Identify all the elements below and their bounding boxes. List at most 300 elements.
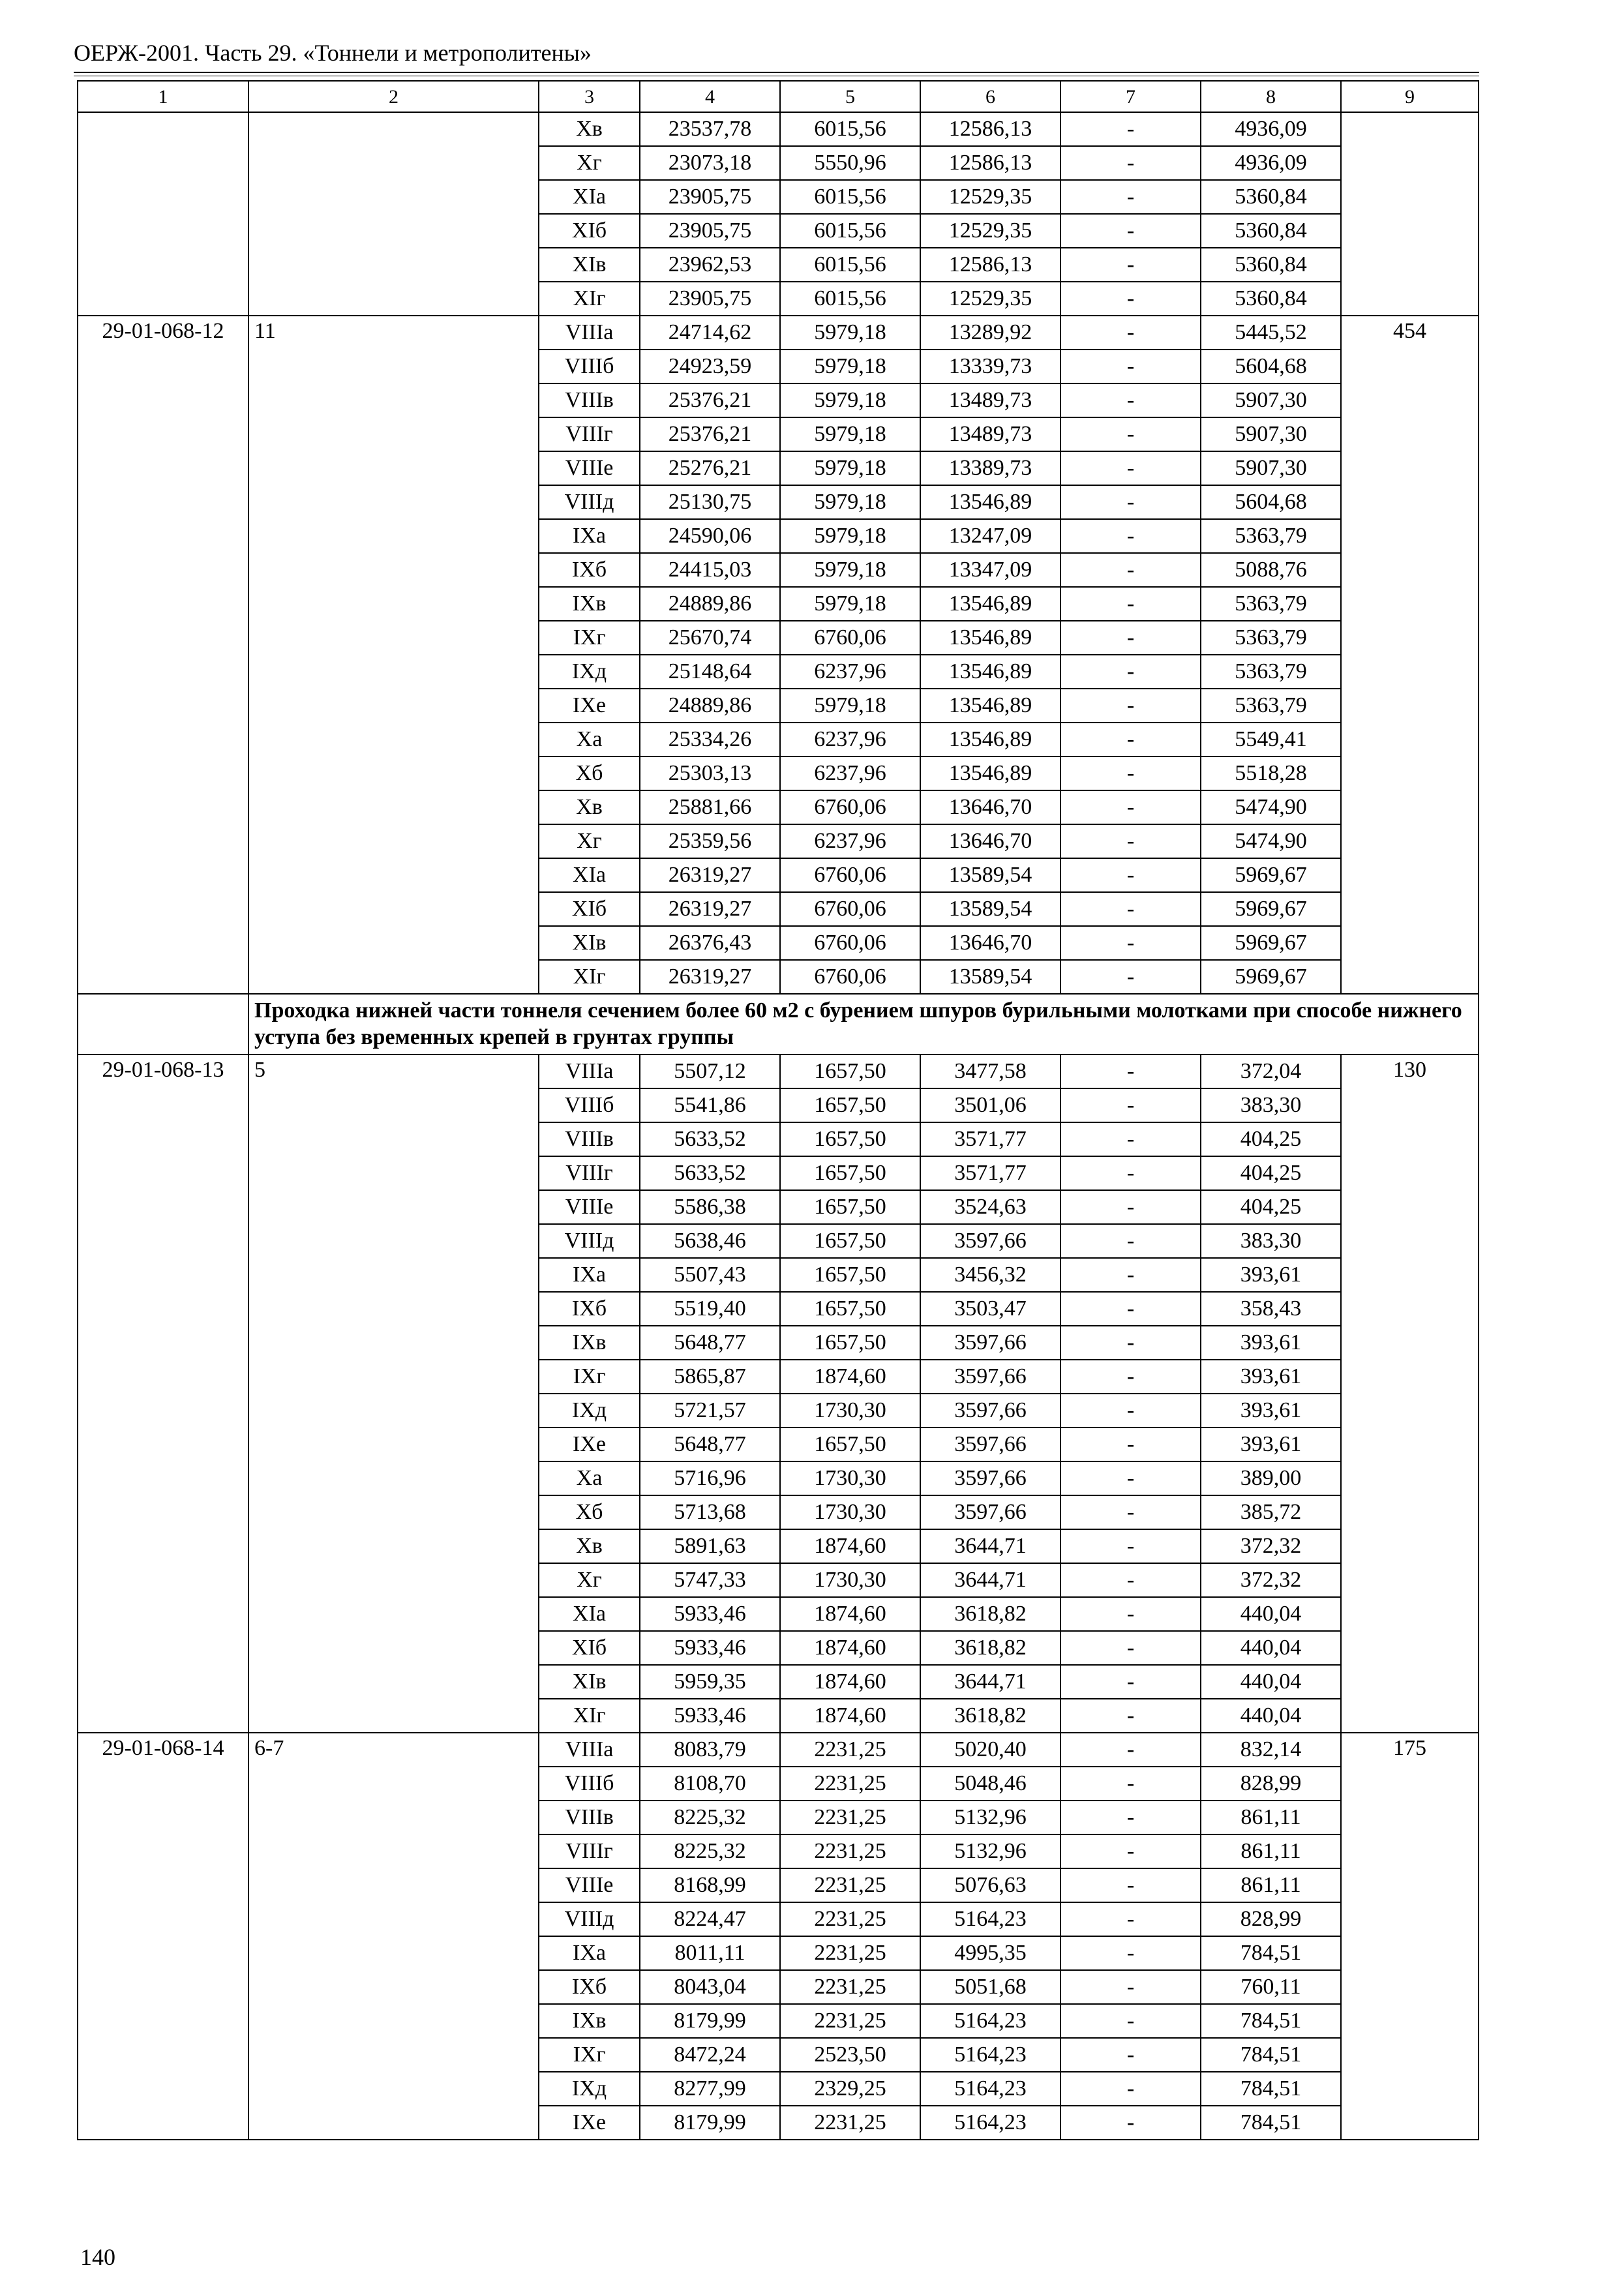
material-cost: 393,61 xyxy=(1201,1394,1341,1428)
labor-cost: 6237,96 xyxy=(780,655,920,689)
driver-wage: - xyxy=(1060,146,1201,180)
column-number: 8 xyxy=(1201,81,1341,112)
machine-cost: 13339,73 xyxy=(920,350,1060,383)
total-cost: 23905,75 xyxy=(640,180,780,214)
total-cost: 25376,21 xyxy=(640,417,780,451)
driver-wage: - xyxy=(1060,1767,1201,1801)
worker-count: 6-7 xyxy=(248,1733,539,2140)
material-cost: 5474,90 xyxy=(1201,824,1341,858)
driver-wage: - xyxy=(1060,1936,1201,1970)
labor-cost: 2231,25 xyxy=(780,1868,920,1902)
total-cost: 5507,12 xyxy=(640,1055,780,1088)
total-cost: 8179,99 xyxy=(640,2004,780,2038)
driver-wage: - xyxy=(1060,1122,1201,1156)
total-cost: 24415,03 xyxy=(640,553,780,587)
soil-group: IXе xyxy=(539,1428,640,1461)
machine-cost: 3597,66 xyxy=(920,1495,1060,1529)
column-number: 1 xyxy=(78,81,248,112)
driver-wage: - xyxy=(1060,1224,1201,1258)
total-cost: 5648,77 xyxy=(640,1326,780,1360)
column-number-row xyxy=(78,81,1479,112)
material-cost: 372,32 xyxy=(1201,1529,1341,1563)
driver-wage: - xyxy=(1060,417,1201,451)
total-cost: 8277,99 xyxy=(640,2072,780,2106)
driver-wage: - xyxy=(1060,180,1201,214)
material-cost: 383,30 xyxy=(1201,1224,1341,1258)
driver-wage: - xyxy=(1060,1563,1201,1597)
soil-group: Xб xyxy=(539,756,640,790)
labor-cost: 6760,06 xyxy=(780,960,920,994)
total-cost: 5519,40 xyxy=(640,1292,780,1326)
section-row xyxy=(78,994,1479,1055)
machine-cost: 13489,73 xyxy=(920,383,1060,417)
soil-group: XIб xyxy=(539,892,640,926)
driver-wage: - xyxy=(1060,1902,1201,1936)
machine-cost: 5132,96 xyxy=(920,1834,1060,1868)
material-cost: 393,61 xyxy=(1201,1428,1341,1461)
soil-group: Xг xyxy=(539,1563,640,1597)
total-cost: 25359,56 xyxy=(640,824,780,858)
labor-cost: 5979,18 xyxy=(780,587,920,621)
material-cost: 5363,79 xyxy=(1201,519,1341,553)
machine-cost: 12586,13 xyxy=(920,112,1060,146)
labor-cost: 2231,25 xyxy=(780,2004,920,2038)
material-cost: 5363,79 xyxy=(1201,689,1341,723)
total-cost: 26319,27 xyxy=(640,960,780,994)
total-cost: 24889,86 xyxy=(640,587,780,621)
driver-wage: - xyxy=(1060,1597,1201,1631)
machine-cost: 13546,89 xyxy=(920,587,1060,621)
machine-cost: 3571,77 xyxy=(920,1156,1060,1190)
driver-wage: - xyxy=(1060,1801,1201,1834)
labor-hours: 175 xyxy=(1341,1733,1479,2140)
material-cost: 5969,67 xyxy=(1201,960,1341,994)
total-cost: 5721,57 xyxy=(640,1394,780,1428)
total-cost: 25670,74 xyxy=(640,621,780,655)
total-cost: 23905,75 xyxy=(640,282,780,316)
soil-group: Xа xyxy=(539,723,640,756)
machine-cost: 13546,89 xyxy=(920,621,1060,655)
total-cost: 5713,68 xyxy=(640,1495,780,1529)
labor-cost: 1657,50 xyxy=(780,1055,920,1088)
material-cost: 5604,68 xyxy=(1201,485,1341,519)
machine-cost: 5132,96 xyxy=(920,1801,1060,1834)
driver-wage: - xyxy=(1060,485,1201,519)
machine-cost: 13546,89 xyxy=(920,689,1060,723)
driver-wage: - xyxy=(1060,756,1201,790)
material-cost: 5088,76 xyxy=(1201,553,1341,587)
labor-cost: 1874,60 xyxy=(780,1529,920,1563)
labor-cost: 5979,18 xyxy=(780,350,920,383)
soil-group: VIIIе xyxy=(539,451,640,485)
material-cost: 861,11 xyxy=(1201,1801,1341,1834)
labor-hours: 130 xyxy=(1341,1055,1479,1733)
soil-group: VIIIг xyxy=(539,1834,640,1868)
material-cost: 440,04 xyxy=(1201,1597,1341,1631)
labor-cost: 1874,60 xyxy=(780,1360,920,1394)
driver-wage: - xyxy=(1060,1834,1201,1868)
soil-group: VIIIв xyxy=(539,1122,640,1156)
labor-cost: 1874,60 xyxy=(780,1699,920,1733)
machine-cost: 5164,23 xyxy=(920,2072,1060,2106)
material-cost: 4936,09 xyxy=(1201,146,1341,180)
machine-cost: 13489,73 xyxy=(920,417,1060,451)
labor-cost: 1730,30 xyxy=(780,1461,920,1495)
soil-group: VIIIб xyxy=(539,1088,640,1122)
driver-wage: - xyxy=(1060,451,1201,485)
machine-cost: 5076,63 xyxy=(920,1868,1060,1902)
machine-cost: 3477,58 xyxy=(920,1055,1060,1088)
labor-cost: 1730,30 xyxy=(780,1394,920,1428)
material-cost: 440,04 xyxy=(1201,1631,1341,1665)
driver-wage: - xyxy=(1060,214,1201,248)
material-cost: 828,99 xyxy=(1201,1902,1341,1936)
soil-group: Xг xyxy=(539,146,640,180)
machine-cost: 3644,71 xyxy=(920,1529,1060,1563)
rate-code: 29-01-068-12 xyxy=(78,316,248,994)
total-cost: 26319,27 xyxy=(640,858,780,892)
machine-cost: 3571,77 xyxy=(920,1122,1060,1156)
labor-cost: 2231,25 xyxy=(780,1902,920,1936)
material-cost: 5363,79 xyxy=(1201,655,1341,689)
material-cost: 5549,41 xyxy=(1201,723,1341,756)
total-cost: 23537,78 xyxy=(640,112,780,146)
material-cost: 784,51 xyxy=(1201,2072,1341,2106)
rate-code: 29-01-068-13 xyxy=(78,1055,248,1733)
labor-cost: 6015,56 xyxy=(780,180,920,214)
column-number: 3 xyxy=(539,81,640,112)
soil-group: XIа xyxy=(539,858,640,892)
total-cost: 5541,86 xyxy=(640,1088,780,1122)
material-cost: 861,11 xyxy=(1201,1834,1341,1868)
material-cost: 5907,30 xyxy=(1201,451,1341,485)
material-cost: 393,61 xyxy=(1201,1258,1341,1292)
column-number: 7 xyxy=(1060,81,1201,112)
total-cost: 8011,11 xyxy=(640,1936,780,1970)
labor-cost: 1874,60 xyxy=(780,1631,920,1665)
total-cost: 24590,06 xyxy=(640,519,780,553)
soil-group: Xг xyxy=(539,824,640,858)
driver-wage: - xyxy=(1060,383,1201,417)
labor-cost: 2231,25 xyxy=(780,1767,920,1801)
soil-group: VIIIа xyxy=(539,1055,640,1088)
soil-group: IXг xyxy=(539,621,640,655)
machine-cost: 13589,54 xyxy=(920,892,1060,926)
soil-group: XIв xyxy=(539,248,640,282)
driver-wage: - xyxy=(1060,926,1201,960)
soil-group: VIIIб xyxy=(539,1767,640,1801)
soil-group: IXд xyxy=(539,2072,640,2106)
page-number: 140 xyxy=(80,2244,115,2270)
soil-group: IXв xyxy=(539,2004,640,2038)
material-cost: 760,11 xyxy=(1201,1970,1341,2004)
machine-cost: 3597,66 xyxy=(920,1224,1060,1258)
driver-wage: - xyxy=(1060,282,1201,316)
rates-table xyxy=(77,80,1479,2140)
soil-group: VIIIа xyxy=(539,1733,640,1767)
material-cost: 784,51 xyxy=(1201,1936,1341,1970)
labor-cost: 1657,50 xyxy=(780,1326,920,1360)
driver-wage: - xyxy=(1060,960,1201,994)
machine-cost: 13589,54 xyxy=(920,960,1060,994)
section-code-cell xyxy=(78,994,248,1055)
labor-cost: 1730,30 xyxy=(780,1563,920,1597)
labor-cost: 6237,96 xyxy=(780,756,920,790)
soil-group: VIIIд xyxy=(539,1902,640,1936)
soil-group: Xб xyxy=(539,1495,640,1529)
labor-cost: 5979,18 xyxy=(780,417,920,451)
labor-cost: 5979,18 xyxy=(780,689,920,723)
material-cost: 5360,84 xyxy=(1201,282,1341,316)
worker-count: 5 xyxy=(248,1055,539,1733)
machine-cost: 5048,46 xyxy=(920,1767,1060,1801)
machine-cost: 3501,06 xyxy=(920,1088,1060,1122)
driver-wage: - xyxy=(1060,1495,1201,1529)
soil-group: IXе xyxy=(539,2106,640,2140)
labor-cost: 1730,30 xyxy=(780,1495,920,1529)
material-cost: 404,25 xyxy=(1201,1122,1341,1156)
soil-group: VIIIе xyxy=(539,1190,640,1224)
labor-cost: 2231,25 xyxy=(780,1801,920,1834)
soil-group: IXа xyxy=(539,1258,640,1292)
table-row xyxy=(78,1055,1479,1088)
material-cost: 393,61 xyxy=(1201,1326,1341,1360)
soil-group: XIа xyxy=(539,180,640,214)
total-cost: 8224,47 xyxy=(640,1902,780,1936)
total-cost: 5865,87 xyxy=(640,1360,780,1394)
total-cost: 23905,75 xyxy=(640,214,780,248)
soil-group: XIб xyxy=(539,1631,640,1665)
driver-wage: - xyxy=(1060,1360,1201,1394)
driver-wage: - xyxy=(1060,2072,1201,2106)
material-cost: 358,43 xyxy=(1201,1292,1341,1326)
soil-group: XIг xyxy=(539,1699,640,1733)
material-cost: 5969,67 xyxy=(1201,926,1341,960)
table-row xyxy=(78,112,1479,146)
material-cost: 4936,09 xyxy=(1201,112,1341,146)
rates-table-body xyxy=(78,81,1479,2140)
total-cost: 8472,24 xyxy=(640,2038,780,2072)
labor-cost: 2231,25 xyxy=(780,1834,920,1868)
machine-cost: 13546,89 xyxy=(920,723,1060,756)
driver-wage: - xyxy=(1060,587,1201,621)
soil-group: XIв xyxy=(539,926,640,960)
machine-cost: 3644,71 xyxy=(920,1563,1060,1597)
driver-wage: - xyxy=(1060,2106,1201,2140)
material-cost: 828,99 xyxy=(1201,1767,1341,1801)
machine-cost: 5164,23 xyxy=(920,1902,1060,1936)
labor-cost: 6015,56 xyxy=(780,248,920,282)
machine-cost: 12529,35 xyxy=(920,180,1060,214)
column-number: 2 xyxy=(248,81,539,112)
driver-wage: - xyxy=(1060,248,1201,282)
material-cost: 440,04 xyxy=(1201,1699,1341,1733)
material-cost: 5518,28 xyxy=(1201,756,1341,790)
soil-group: VIIIе xyxy=(539,1868,640,1902)
driver-wage: - xyxy=(1060,2038,1201,2072)
total-cost: 24923,59 xyxy=(640,350,780,383)
labor-cost: 1657,50 xyxy=(780,1190,920,1224)
material-cost: 372,04 xyxy=(1201,1055,1341,1088)
material-cost: 5360,84 xyxy=(1201,214,1341,248)
table-row xyxy=(78,316,1479,350)
machine-cost: 3597,66 xyxy=(920,1461,1060,1495)
total-cost: 25303,13 xyxy=(640,756,780,790)
labor-cost: 1874,60 xyxy=(780,1597,920,1631)
driver-wage: - xyxy=(1060,1529,1201,1563)
driver-wage: - xyxy=(1060,1055,1201,1088)
labor-cost: 1657,50 xyxy=(780,1258,920,1292)
driver-wage: - xyxy=(1060,1394,1201,1428)
total-cost: 5633,52 xyxy=(640,1122,780,1156)
material-cost: 5363,79 xyxy=(1201,621,1341,655)
soil-group: XIб xyxy=(539,214,640,248)
machine-cost: 13289,92 xyxy=(920,316,1060,350)
machine-cost: 3644,71 xyxy=(920,1665,1060,1699)
soil-group: Xв xyxy=(539,1529,640,1563)
soil-group: IXв xyxy=(539,1326,640,1360)
total-cost: 25130,75 xyxy=(640,485,780,519)
driver-wage: - xyxy=(1060,689,1201,723)
material-cost: 440,04 xyxy=(1201,1665,1341,1699)
labor-cost: 5979,18 xyxy=(780,553,920,587)
material-cost: 404,25 xyxy=(1201,1190,1341,1224)
total-cost: 5648,77 xyxy=(640,1428,780,1461)
worker-count-cell xyxy=(248,112,539,316)
total-cost: 5747,33 xyxy=(640,1563,780,1597)
material-cost: 389,00 xyxy=(1201,1461,1341,1495)
total-cost: 5633,52 xyxy=(640,1156,780,1190)
labor-cost: 5979,18 xyxy=(780,316,920,350)
labor-cost: 1657,50 xyxy=(780,1428,920,1461)
machine-cost: 5164,23 xyxy=(920,2106,1060,2140)
header-divider xyxy=(74,72,1479,73)
driver-wage: - xyxy=(1060,621,1201,655)
labor-cost: 6760,06 xyxy=(780,621,920,655)
soil-group: Xв xyxy=(539,790,640,824)
driver-wage: - xyxy=(1060,316,1201,350)
soil-group: XIг xyxy=(539,960,640,994)
material-cost: 5445,52 xyxy=(1201,316,1341,350)
material-cost: 5363,79 xyxy=(1201,587,1341,621)
driver-wage: - xyxy=(1060,2004,1201,2038)
machine-cost: 3597,66 xyxy=(920,1326,1060,1360)
machine-cost: 13389,73 xyxy=(920,451,1060,485)
labor-cost: 1874,60 xyxy=(780,1665,920,1699)
machine-cost: 3618,82 xyxy=(920,1631,1060,1665)
soil-group: IXг xyxy=(539,1360,640,1394)
soil-group: VIIIд xyxy=(539,1224,640,1258)
machine-cost: 13546,89 xyxy=(920,655,1060,689)
soil-group: IXб xyxy=(539,1970,640,2004)
total-cost: 5716,96 xyxy=(640,1461,780,1495)
labor-cost: 2231,25 xyxy=(780,1970,920,2004)
soil-group: XIа xyxy=(539,1597,640,1631)
material-cost: 784,51 xyxy=(1201,2004,1341,2038)
labor-cost: 2231,25 xyxy=(780,1733,920,1767)
total-cost: 5933,46 xyxy=(640,1699,780,1733)
machine-cost: 12586,13 xyxy=(920,146,1060,180)
material-cost: 5604,68 xyxy=(1201,350,1341,383)
machine-cost: 13546,89 xyxy=(920,485,1060,519)
driver-wage: - xyxy=(1060,1631,1201,1665)
total-cost: 23962,53 xyxy=(640,248,780,282)
total-cost: 8179,99 xyxy=(640,2106,780,2140)
labor-cost: 6015,56 xyxy=(780,112,920,146)
machine-cost: 13646,70 xyxy=(920,824,1060,858)
material-cost: 5474,90 xyxy=(1201,790,1341,824)
material-cost: 393,61 xyxy=(1201,1360,1341,1394)
total-cost: 25376,21 xyxy=(640,383,780,417)
driver-wage: - xyxy=(1060,1258,1201,1292)
total-cost: 26319,27 xyxy=(640,892,780,926)
machine-cost: 13646,70 xyxy=(920,926,1060,960)
total-cost: 5891,63 xyxy=(640,1529,780,1563)
labor-cost: 2329,25 xyxy=(780,2072,920,2106)
machine-cost: 3618,82 xyxy=(920,1699,1060,1733)
soil-group: IXб xyxy=(539,1292,640,1326)
machine-cost: 12529,35 xyxy=(920,282,1060,316)
total-cost: 24714,62 xyxy=(640,316,780,350)
driver-wage: - xyxy=(1060,1868,1201,1902)
driver-wage: - xyxy=(1060,1970,1201,2004)
soil-group: IXд xyxy=(539,1394,640,1428)
labor-cost: 6015,56 xyxy=(780,214,920,248)
driver-wage: - xyxy=(1060,350,1201,383)
total-cost: 25881,66 xyxy=(640,790,780,824)
total-cost: 8225,32 xyxy=(640,1801,780,1834)
soil-group: XIв xyxy=(539,1665,640,1699)
soil-group: IXа xyxy=(539,1936,640,1970)
material-cost: 832,14 xyxy=(1201,1733,1341,1767)
total-cost: 5638,46 xyxy=(640,1224,780,1258)
driver-wage: - xyxy=(1060,1190,1201,1224)
total-cost: 25148,64 xyxy=(640,655,780,689)
labor-hours: 454 xyxy=(1341,316,1479,994)
soil-group: VIIIв xyxy=(539,383,640,417)
machine-cost: 3618,82 xyxy=(920,1597,1060,1631)
labor-cost: 6015,56 xyxy=(780,282,920,316)
soil-group: XIг xyxy=(539,282,640,316)
labor-cost: 2523,50 xyxy=(780,2038,920,2072)
total-cost: 8083,79 xyxy=(640,1733,780,1767)
driver-wage: - xyxy=(1060,1665,1201,1699)
material-cost: 383,30 xyxy=(1201,1088,1341,1122)
material-cost: 784,51 xyxy=(1201,2038,1341,2072)
material-cost: 784,51 xyxy=(1201,2106,1341,2140)
total-cost: 25276,21 xyxy=(640,451,780,485)
material-cost: 5360,84 xyxy=(1201,180,1341,214)
labor-cost: 6760,06 xyxy=(780,858,920,892)
total-cost: 26376,43 xyxy=(640,926,780,960)
labor-cost: 5979,18 xyxy=(780,519,920,553)
total-cost: 8168,99 xyxy=(640,1868,780,1902)
material-cost: 5969,67 xyxy=(1201,858,1341,892)
driver-wage: - xyxy=(1060,1461,1201,1495)
machine-cost: 5164,23 xyxy=(920,2004,1060,2038)
driver-wage: - xyxy=(1060,1699,1201,1733)
total-cost: 5586,38 xyxy=(640,1190,780,1224)
material-cost: 5360,84 xyxy=(1201,248,1341,282)
total-cost: 24889,86 xyxy=(640,689,780,723)
soil-group: IXб xyxy=(539,553,640,587)
machine-cost: 3597,66 xyxy=(920,1394,1060,1428)
soil-group: IXг xyxy=(539,2038,640,2072)
machine-cost: 5020,40 xyxy=(920,1733,1060,1767)
soil-group: Xв xyxy=(539,112,640,146)
soil-group: VIIIг xyxy=(539,1156,640,1190)
material-cost: 5907,30 xyxy=(1201,417,1341,451)
